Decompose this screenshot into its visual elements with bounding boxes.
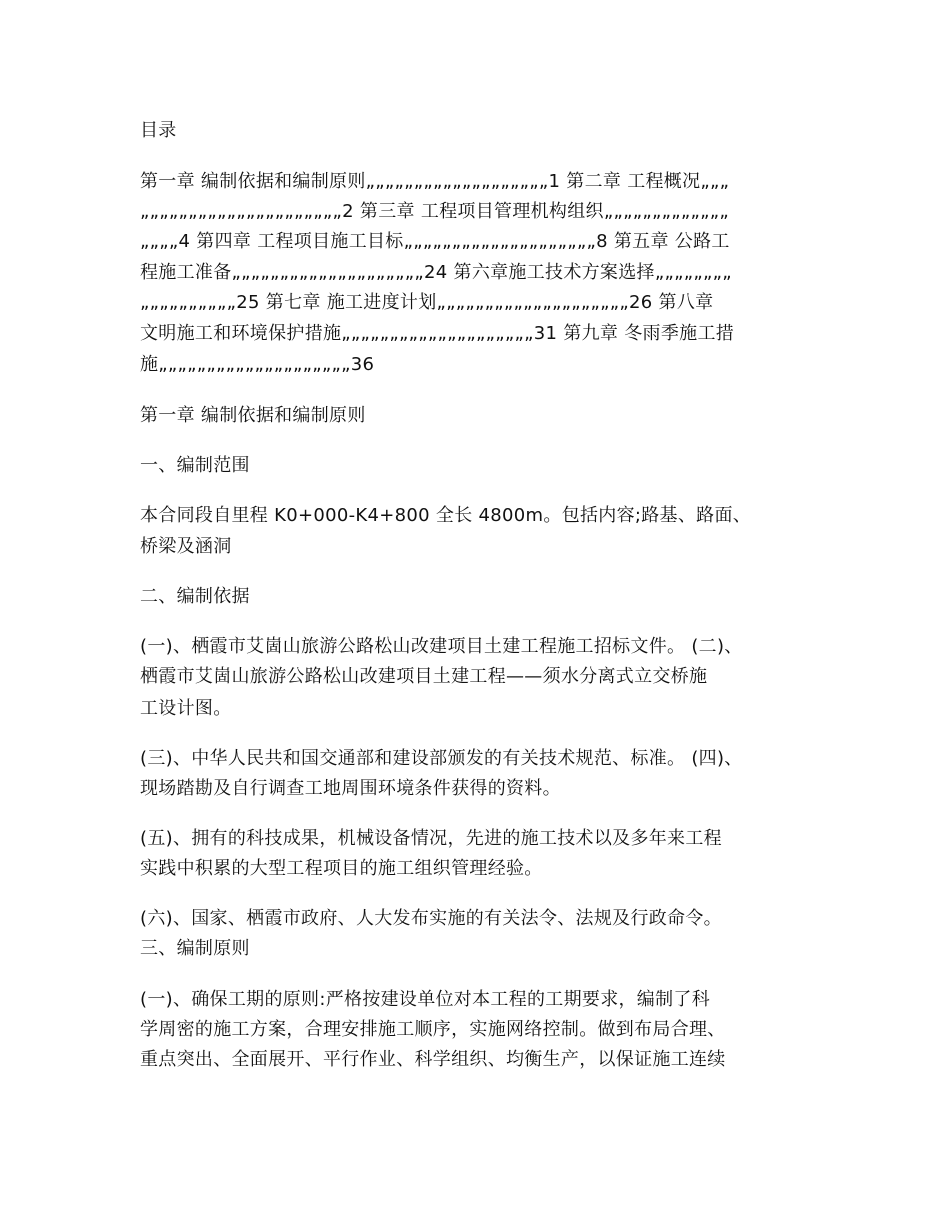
toc-line: „„„„4 第四章 工程项目施工目标„„„„„„„„„„„„„„„„„„„„8 第五章 公路工	[140, 231, 730, 252]
paragraph-line: 栖霞市艾崮山旅游公路松山改建项目土建工程——须水分离式立交桥施	[140, 666, 708, 687]
paragraph-line: (六)、国家、栖霞市政府、人大发布实施的有关法令、法规及行政命令。	[140, 908, 722, 929]
toc-line: 文明施工和环境保护措施„„„„„„„„„„„„„„„„„„„„31 第九章 冬雨季施工措	[140, 323, 735, 344]
toc-title: 目录	[140, 120, 177, 141]
paragraph-line: 现场踏勘及自行调查工地周围环境条件获得的资料。	[140, 778, 561, 799]
paragraph-line: 重点突出、全面展开、平行作业、科学组织、均衡生产，以保证施工连续	[140, 1049, 726, 1070]
paragraph-line: (一)、确保工期的原则:严格按建设单位对本工程的工期要求，编制了科	[140, 989, 711, 1010]
toc-line: 程施工准备„„„„„„„„„„„„„„„„„„„„24 第六章施工技术方案选择„„„„„„„„	[140, 262, 732, 283]
paragraph-line: 本合同段自里程 K0+000-K4+800 全长 4800m。包括内容;路基、路面、	[140, 505, 752, 526]
section-3-heading: 三、编制原则	[140, 938, 250, 959]
paragraph-line: (一)、栖霞市艾崮山旅游公路松山改建项目土建工程施工招标文件。 (二)、	[140, 636, 743, 657]
toc-line: „„„„„„„„„„„„„„„„„„„„„2 第三章 工程项目管理机构组织„„„„„„„„„„„„„	[140, 201, 729, 222]
paragraph-line: 实践中积累的大型工程项目的施工组织管理经验。	[140, 858, 543, 879]
chapter-1-heading: 第一章 编制依据和编制原则	[140, 405, 366, 426]
paragraph-line: 工设计图。	[140, 698, 232, 719]
paragraph-line: (五)、拥有的科技成果，机械设备情况，先进的施工技术以及多年来工程	[140, 828, 722, 849]
section-2-heading: 二、编制依据	[140, 586, 250, 607]
paragraph-line: 学周密的施工方案，合理安排施工顺序，实施网络控制。做到布局合理、	[140, 1019, 726, 1040]
toc-line: 施„„„„„„„„„„„„„„„„„„„„36	[140, 354, 375, 375]
paragraph-line: 桥梁及涵洞	[140, 536, 232, 557]
toc-line: 第一章 编制依据和编制原则„„„„„„„„„„„„„„„„„„„1 第二章 工程概况„„„	[140, 171, 730, 192]
paragraph-line: (三)、中华人民共和国交通部和建设部颁发的有关技术规范、标准。 (四)、	[140, 748, 743, 769]
section-1-heading: 一、编制范围	[140, 455, 250, 476]
toc-line: „„„„„„„„„„25 第七章 施工进度计划„„„„„„„„„„„„„„„„„„„„26 第八章	[140, 292, 714, 313]
